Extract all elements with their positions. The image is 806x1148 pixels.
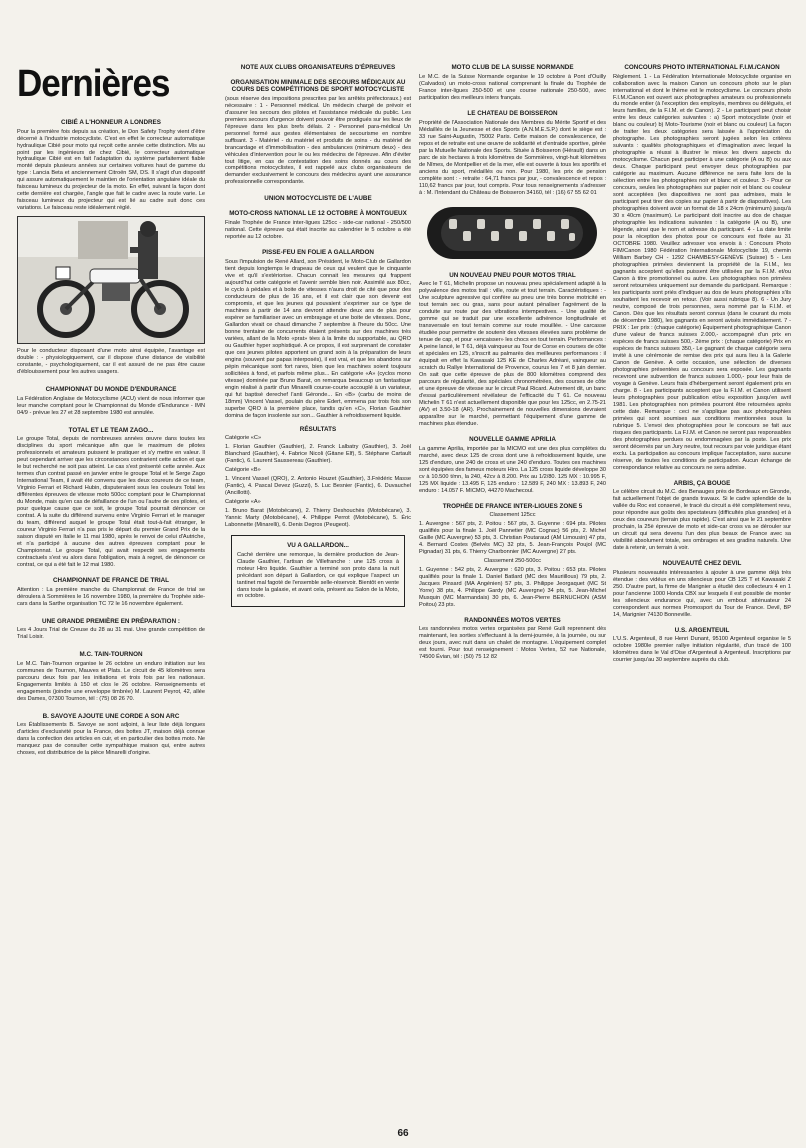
rando-body: Les randonnées motos vertes organisées par René Guili reprennent dès maintenant, les sorties s'effectuant à la demi-journée, à la journée, ou sur deux jours, avec nuit dans un chalet de montagne. L'équipement complet est fourni. Pour tout renseignement : Motos Vertes, 52 rue Nationale, 74500 Évian, tél : (50) 75 12 82	[419, 626, 606, 661]
trophee-125-body: 1. Auvergne : 567 pts, 2. Poitou : 567 pts, 3. Guyenne : 694 pts. Pilotes qualifiés pour la finale 1. Joël Pannetier (MC Cognac) 56 pts, 2. Michel Gaille (MC Auvergne) 53 pts, 3. Christian Poutaraud (AM Limousin) 47 pts, 4. Bernard Costes (Belvès MC) 32 pts, 5. Jean-François Poujol (MC Pignadar) 31 pts, 6. Thierry Charbonnier (MC Auvergne) 27 pts.	[419, 521, 606, 555]
motocross-body: Finale Trophée de France inter-ligues 125cc - side-car national - 250/500 national. Cette épreuve qui était inscrite au calendrier le 5 octobre a été reportée au 12 octobre.	[225, 219, 411, 240]
argenteuil-body: L'U.S. Argenteuil, 8 rue Henri Dunant, 95100 Argenteuil organise le 5 octobre 1980le premier rallye initiation régularité, d'un tracé de 100 kilomètres dans le Val d'Oise d'Argenteuil à Argenteuil. Inscriptions par courrier jusqu'au 30 septembre auprès du club.	[613, 636, 791, 663]
aprilia-title: NOUVELLE GAMME APRILIA	[469, 436, 556, 444]
tire-illustration	[419, 201, 606, 265]
total-body: Le groupe Total, depuis de nombreuses années œuvre dans toutes les disciplines du sport mécanique afin que le maximum de pilotes professionnels et amateurs puissent le pratiquer et s'y mettre en valeur. Il peut cependant arriver que les circonstances contrarient cette action et que le but recherché ne soit pas atteint. Le cas s'est présenté cette année. Aux termes d'un contrat passé en janvier entre le groupe Total et le Serge Zago International Team, il avait été convenu que les deux coureurs de ce team, Virginio Ferrari et Richard Hubin, disputeraient sous les couleurs Total les différentes épreuves de vitesse moto 500cc comptant pour le Championnat du Monde, mais qu'en cas de défaillance de l'un ou l'autre de ces pilotes, et pour quelque cause que ce soit, le groupe Total pourrait dénoncer ce contrat. A la suite du différend survenu entre Virginio Ferrari et le manager du team, différend auquel le groupe Total était tout-à-fait étranger, le coureur Virginio Ferrari n'a pas pris le départ du premier Grand Prix de la saison disputé en Italie le 11 mai 1980, après le renvoi de celui d'Autriche, et n'a participé à aucune des autres épreuves comptant pour le Championnat. Le groupe Total, qui avait respecté ses engagements contractuels s'est vu alors dans l'obligation, mais à regret, de dénoncer ce contrat, ce qui a été fait le 12 mai 1980.	[17, 436, 205, 569]
argenteuil-title: U.S. ARGENTEUIL	[674, 626, 730, 634]
tain-body: Le M.C. Tain-Tournon organise le 26 octobre un enduro initiation sur les communes de Tournon, Mauves et Plats. Le circuit de 45 kilomètres sera parcouru deux fois par les initiations et trois fois par les nationaux. Engagements limités à 150 et clos le 26 octobre. Renseignements et engagements (joindre une enveloppe timbrée) M. Laurent Peyrot, 42, allée des Dames, 07300 Tournon, tél : (75) 08 26 70.	[17, 660, 205, 702]
aprilia-body: La gamme Aprilia, importée par la MICMO est une des plus complètes du marché, avec deux 125 de cross dont une à refroidissement liquide, une 125 d'enduro, une 240 de cross et une 240 d'enduro. Toutes ces machines sont équipées des fameux moteurs Hiro. La 125 cross liquide développe 30 cv à 10.500 t/mn, la 240, 42cv à 8.200. Prix au 1/2/80. 125 MX : 10.995 F, 125 MX liquide : 13.495 F, 125 enduro : 12.589 F, 240 MX : 13.893 F, 240 enduro : 14.057 F. MICMO, 44270 Machecoul.	[419, 445, 606, 494]
epreuve-body: Les 4 Jours Trial de Creuse du 28 au 31 mai. Une grande compétition de Trial Loisir.	[17, 627, 205, 641]
rando-title: RANDONNÉES MOTOS VERTES	[464, 616, 561, 624]
trial-title: CHAMPIONNAT DE FRANCE DE TRIAL	[52, 577, 170, 585]
devil-body: Plusieurs nouveautés intéressantes à ajouter à une gamme déjà très étendue : des vidéux en uns silencieux pour CB 125 T et Kawasaki Z 250. D'autre part, la firme de Marignier a étudié des collecteurs 4 en 1 pour l'ancienne 1000 Honda CBX sur lesquels il est possible de monter les silencieux endurance qui, avec un embout atténuateur 24 correspondent aux normes Promosport du Tour de France. Devil, BP 14, Marignier 74130 Bonneville.	[613, 569, 791, 618]
acu-body: La Fédération Anglaise de Motocyclisme (ACU) vient de nous informer que leur manche comptant pour le Championnat du Monde d'Endurance - IMN 04/9 - prévue les 27 et 28 septembre 1980 est annulée.	[17, 395, 205, 416]
tain-title: M.C. TAIN-TOURNON	[79, 651, 143, 659]
total-title: TOTAL ET LE TEAM ZAGO...	[68, 426, 154, 434]
cibie-caption: Pour le conducteur disposant d'une moto ainsi équipée, l'avantage est double : - physiologiquement, car il dispose d'une distance de visibilité constante, - psychologiquement, car il est assuré de ne pas être cause d'éblouissement pour les autres usagers.	[17, 348, 205, 376]
page-title: Dernières	[17, 62, 170, 105]
michelin-body: Avec le T 61, Michelin propose un nouveau pneu spécialement adapté à la polyvalence des motos trail : ville, route et tout terrain. Caractéristiques : - Une sculpture agressive qui confère au pneu une très bonne motricité en tout terrain sec ou gras, sans pour autant pénaliser l'agrément de la conduite sur route par des vibrations intempestives. - Une qualité de gomme qui se traduit par une excellente adhérence longitudinale et transversale en tout terrain comme sur route mouillée. - Une carcasse étudiée pour permettre de soutenir des vitesses élevées sans problème de tenue de cap, et pour «encaisser» les chocs en tout terrain. Performances : A peine lancé, le T 61, déjà vainqueur au Tour de Corse en courses de côte et spéciales en 125, s'inscrit au palmarès des meilleures performances : il équipait en effet la Kawasaki 125 KE de Charles Adréani, vainqueur au scratch du Rallye International de Provence, courus les 7 et 8 juin dernier. On sait que cette épreuve de plus de 800 kilomètres comprend des parcours de régularité, des spéciales chronométrées, des courses de côte et une épreuve de vitesse sur le circuit Paul Ricard. Autrement dit, un banc d'essai particulièrement révélateur de l'efficacité du T 61. Ce nouveau Michelin T 61 n'est actuellement disponible que pour les 125cc, en 2.75-21 (AV) et 3.50-18 (AR). Prochainement de nouvelles dimensions devraient apparaître sur le marché, permettant l'équipement d'une gamme de machines plus étendue.	[419, 281, 606, 428]
cat-c-body: 1. Florian Gauthier (Gauthier), 2. Franck Lalbatry (Gauthier), 3. Joël Blanchard (Gauthier), 4. Fabrice Nicoli (Gitane Elf), 5. Stéphane Cartault (Fantic), 6. Laurent Saussereau (Gauthier).	[225, 444, 411, 465]
tire-photo	[419, 201, 606, 265]
column-1	[17, 112, 205, 759]
trophee-250-body: 1. Guyenne : 542 pts, 2. Auvergne : 620 pts, 3. Poitou : 653 pts. Pilotes qualifiés pour la finale 1. Daniel Batlard (MC des Mauriillous) 79 pts, 2. Jacques Pinsard (MA Angénien) 57 pts, 3. Philippe Jeorgaquet (MC St Yorre) 38 pts, 4. Philippe Gardy (MC Auvergne) 34 pts, 5. Jean-Michel Musquin (MC Marmandais) 30 pts, 6. Jean-Pierre BERNUCHON (ASM Poitou) 23 pts.	[419, 566, 606, 608]
trial-body: Attention : La première manche du Championnat de France de trial se déroulera à Sommières le 16 novembre 1980, la première du Trophée side-cars dans la Sarthe organisation TC 72 le 16 novembre également.	[17, 586, 205, 607]
cat-a-body: 1. Bruno Barat (Motobécane), 2. Thierry Deshouchès (Motobécane), 3. Yannic Marty (Motobécane), 4. Philippe Perrot (Motobécane), 5. Éric Labonnette (Minarelli), 6. Denis Degros (Peugeot).	[225, 508, 411, 529]
suisse-body: Le M.C. de la Suisse Normande organise le 19 octobre à Pont d'Ouilly (Calvados) un moto-cross national comprenant la finale du Trophée de France inter-ligues 250-500 et une course nationale 250-500, avec participation des meilleurs inters français.	[419, 73, 606, 101]
michelin-title: UN NOUVEAU PNEU POUR MOTOS TRIAL	[449, 271, 576, 279]
epreuve-title: UNE GRANDE PREMIÈRE EN PRÉPARATION :	[42, 617, 180, 625]
suisse-title: MOTO CLUB DE LA SUISSE NORMANDE	[451, 64, 574, 71]
cibie-title: CIBIÉ A L'HONNEUR A LONDRES	[61, 119, 161, 126]
column-2	[225, 62, 411, 613]
cat-a-title: Catégorie «A»	[225, 499, 261, 506]
aube-title: UNION MOTOCYCLISTE DE L'AUBE	[264, 195, 372, 203]
classement-250: Classement 250-500cc	[483, 557, 542, 564]
savoye-body: Les Établissements B. Savoye se sont adjoint, à leur liste déjà longues d'articles d'exclusivité pour la France, des bottes JT, maison déjà connue dans la confection des articles en cuir, et en particulier des bottes moto. Ne manquez pas de consulter cette sympathique maison qui, entre autres choses, est distributrice de la pièce Minarelli d'origine.	[17, 722, 205, 756]
box-title: VU A GALLARDON...	[287, 542, 349, 550]
cibie-body: Pour la première fois depuis sa création, le Don Safety Trophy vient d'être décerné à l'industrie motocycliste. C'est en effet le correcteur automatique hydraulique Cibié pour moto qui reçoit cette année cette distinction. Mis au point par les ingénieurs de chez Cibié, le correcteur automatique hydraulique Cibié est en fait l'adaptation du système parfaitement fiable monté depuis plusieurs années sur certaines voitures haut de gamme du type : Lancia Beta et anciennement Citroën SM, DS. Il s'agit d'un dispositif qui assure automatiquement le maintien de l'orientation angulaire idéale du faisceau lumineux du projecteur de la moto. En effet, suivant la façon dont cette dernière est chargée, l'angle que fait le cadre avec la route varie. Le faisceau lumineux du projecteur qui est lié au cadre suit donc ces variations. Le faisceau reste idéalement réglé.	[17, 128, 205, 212]
motorcycle-illustration	[18, 217, 204, 343]
motorcycle-photo	[17, 216, 205, 344]
medical-title: ORGANISATION MINIMALE DES SECOURS MÉDICAUX AU COURS DES COMPÉTITIONS DE SPORT MOTOCYCLISTE	[230, 78, 406, 94]
boisseron-title: LE CHATEAU DE BOISSERON	[467, 110, 558, 118]
arbis-body: Le célèbre circuit du M.C. des Benauges près de Bordeaux en Gironde, fait actuellement l'objet de grands travaux. Si le cadre splendide de la vallée du Roc est conservé, le tracé du circuit a été complètement revu, pour répondre aux goûts des spectateurs (difficultés plus grandes) et à ceux des coureurs (terrain plus rapide). C'est ainsi que le 21 septembre prochain, la 25è épreuve de moto et side-car cross va se dérouler sur un circuit qui sera devenu l'un des plus beaux de France avec sa visibilité absolument totale, ses ombrages et ses gradins naturels. Une date à retenir, un terrain à voir.	[613, 489, 791, 552]
devil-title: NOUVEAUTÉ CHEZ DEVIL	[662, 560, 742, 568]
column-3	[419, 62, 606, 663]
trophee-title: TROPHÉE DE FRANCE INTER-LIGUES ZONE 5	[442, 502, 583, 510]
arbis-title: ARBIS, ÇA BOUGE	[673, 479, 731, 487]
gallardon-title: PISSE-FEU EN FOLIE A GALLARDON	[262, 249, 374, 257]
concours-body: Règlement. 1 - La Fédération Internationale Motocycliste organise en collaboration avec la maison Canon un concours photo sur le plan international et dont le thème est le motocyclisme. Le concours photo F.I.M./Canon est ouvert aux photographes amateurs ou professionnels du monde entier (à l'exception des employés, membres ou délégués, et leurs familles, de la F.I.M. et de Canon). 2 - Le participant peut choisir entre les deux catégories suivantes : a) Sport motocycliste (noir et blanc ou couleur) b) Moto-Tourisme (noir et blanc ou couleur) La façon de traiter les deux catégories sera laissée à l'appréciation du photographe. Les photographies seront jugées selon les critères suivants : qualités photographiques et d'imagination avec lequel la photographie a réussi à illustrer le mieux les divers aspects du motocyclisme. Chacun peut participer à une catégorie (A ou B) ou aux deux. Chaque participant peut envoyer deux photographies par catégorie au maximum. Aucune différence ne sera faite lors de la sélection entre les photographies noir et blanc et couleur. 3 - Pour ce concours, seules les photographies sur papier noir et blanc ou couleur sont acceptées (les diapositives ne sont pas admises, mais le participant peut tirer des copies sur papier à partir de diapositives). Les photographies doivent avoir un format de 18 x 24cm (minimum) jusqu'à 30 x 40cm (maximum). Le participant doit inscrire au dos de chaque photographie les indications suivantes : la catégorie (A ou B), une légende, ainsi que le nom et adresse du participant. 4 - La date limite pour la réception des photos pour ce concours est fixée au 31 OCTOBRE 1980. Veuillez adresser vos envois à : Concours Photo FIM/Canon 1980 Fédération Internationale Motocycliste 19, chemin William Barbey CH - 1292 CHAMBESY-GENÈVE (Suisse) 5 - Les photographies primées deviennent la propriété de la F.I.M., les gagnants acceptent qu'elles puissent être utilisées par la F.I.M. et/ou Canon à titre promotionnel ou autre. Les photographies non primées seront retournées uniquement sur demande du participant. Remarque : les participants sont priés d'indiquer au dos de leurs photographies s'ils souhaitent les recevoir en retour. (Voir aussi rubrique 8). 6 - Un Jury neutre, composé de trois personnes, sera nommé par la F.I.M. et Canon. Dès que les résultats seront connus (dans le courant du mois de décembre 1980), les gagnants en seront avisés immédiatement. 7 - PRIX : 1er prix : (chaque catégorie) Équipement photographique Canon d'une valeur de francs suisses 2.000,- accompagné d'un prix en espèces de francs suisses 500,- 2ème prix : (chaque catégorie) Prix en espèces de francs suisses 350,- Le gagnant de chaque catégorie sera invité à une cérémonie de remise des prix qui aura lieu à la Galerie Canon de Genève. A cette occasion, une sélection de diverses photographies présentées au concours sera exposée. Les gagnants recevront une subvention de francs suisses 1.000,- pour leur frais de voyage à Genève. Leurs frais d'hébergement seront également pris en charge. 8 - Les participants acceptent que la F.I.M. et Canon utilisent leurs photographies pour publication et/ou exposition jusqu'en avril 1981. Les photographies non primées pourront être retournées après cette date. Remarque : ceci ne s'applique pas aux photographies primées qui sont soumises aux conditions mentionnées sous la rubrique 5. L'envoi des photographies pour le concours se fait aux risques des participants. La F.I.M. et Canon ne seront pas responsables des photographies perdues ou endommagées par la poste. Les prix seront décernés par un Jury neutre, tout recours par voie juridique étant exclu. La participation au concours implique l'acceptation, sans aucune réserve, de toutes les conditions de participation. Aucun échange de correspondance relative au concours ne sera admise.	[613, 73, 791, 471]
motocross-title: MOTO-CROSS NATIONAL LE 12 OCTOBRE À MONTGUEUX	[229, 209, 407, 217]
gallardon-box	[231, 535, 405, 607]
acu-title: CHAMPIONNAT DU MONDE D'ENDURANCE	[45, 386, 177, 394]
gallardon-body: Sous l'impulsion de René Allard, son Président, le Moto-Club de Gallardon tient depuis longtemps le drapeau de ceux qui veulent que le cinquante vive et qu'il s'extériorise. Chacun connait les mesures qui frappent aujourd'hui cette catégorie et l'avenir semble bien noir. Assimilé aux 80cc, le cyclo à pédales et à boite de vitesses n'aura droit de cité que pour des conducteurs de plus de 16 ans, et il est clair que son devenir est compromis, et que les jeunes qui pouvaient s'exprimer sur ce type de machines à partir de 14 ans devront attendre deux ans de plus pour espérer se familiariser avec un embrayage et une boite de vitesses. Donc, Gallardon vivait ce chaud dimanche 7 septembre à l'heure du 50cc. Une bonne trentaine de concurrents étaient présents sur des machines très variées, allant de la Moto «prat» tées à la limite du supportable, au QRO ou Gauthier hyper sophistiqué. A ce propos, il est surprenant de constater que ces jeunes pilotes apportent un grand soin à la préparation de leurs engins (souvent par papas interposés), il est vrai, et que les abandons sur pépin mécanique sont fort rares, bien que les machines soient toujours sollicitées à fond, et parfois même plus... En catégorie «A» (cyclos mono vitesse) dominée par Bruno Barat, on remarqua beaucoup un fantastique engin réalisé à partir d'un Minarelli course-courte accouplé à un variateur, qui fut baptisé derechef l'anti Géronde... En «B» (carbu de moins de 18mm) Vincent Vassel, poulain du père Edert, emmena par trois fois son superbe QRO à la première place, tandis qu'en «C», Florian Gauthier domina de façon insolente sur son... Gauthier à refroidissement liquide.	[225, 259, 411, 419]
page-number: 66	[397, 1128, 409, 1139]
clubs-title: NOTE AUX CLUBS ORGANISATEURS D'ÉPREUVES	[240, 64, 396, 71]
medical-body: (sous réserve des impositions prescrites par les arrêtés préfectoraux.) est nécessaire : 1 - Personnel médical. Un médecin chargé de prévoir et d'assurer les secours des pilotes et l'assistance médicale du public. Les premiers secours d'urgence doivent pouvoir être prodigués sur les lieux de l'épreuve dans les plus brefs délais. 2 - Personnel para-médical Un personnel formé aux gestes élémentaires de secourisme en nombre suffisant. 3 - Matériel - du matériel et produits de soins - du matériel de brancardage et d'immobilisation - des ambulances (minimum deux) - des véhicules d'intervention pour le ou les médecins de l'épreuve. Afin d'éviter tout litige, en cas de contestation des soins donnés au cours des compétitions motocyclistes, il est rappelé aux clubs organisateurs de demander exclusivement le concours des médecins ayant une assurance professionnelle correspondante.	[225, 95, 411, 186]
cat-b-title: Catégorie «B»	[225, 467, 261, 474]
column-4	[613, 62, 791, 666]
cat-c-title: Catégorie «C»	[225, 435, 262, 442]
cat-b-body: 1. Vincent Vassel (QRO), 2. Antonio Houzet (Gauthier), 3.Frédéric Masse (Fantic), 4. Pascal Devez (Guzzi), 5. Luc Besnier (Fantic), 6. Duvauchel (Ancillotti).	[225, 476, 411, 497]
results-title: RÉSULTATS	[299, 425, 337, 433]
box-body: Caché derrière une remorque, la dernière production de Jean-Claude Gauthier, l'artisan de Villefranche : une 125 cross à moteur Hiro liquide. Gauthier a terminé son proto dans la nuit précédant son départ à Gallardon, ce qui explique l'aspect un tantinet mal fagoté de l'ensemble selle-réservoir. Bientôt en vente dans toute la galaxie, et avant cela, présent au Salon de la Moto, en octobre.	[237, 551, 399, 600]
savoye-title: B. SAVOYE AJOUTE UNE CORDE A SON ARC	[42, 712, 180, 720]
classement-125: Classement 125cc	[489, 512, 536, 519]
boisseron-body: Propriété de l'Association Nationale des Membres du Mérite Sportif et des Médaillés de la Jeunesse et des Sports (A.N.M.E.S.P.) dont le siège est : 33 rue Saint-Augustin, 75002 Paris. Cette maison de convalescence, de repos et de retraite est une œuvre de solidarité et d'entraide sportive, gérée par la Mutuelle Nationale des Sports. Située à Boisseron (Hérault) dans un parc de six hectares à trois kilomètres de Sommières, vingt-huit kilomètres de Nîmes, de Montpellier et de la mer, elle est ouverte à tous les sportifs et anciens du sport, médaillés ou non. Pour 1980, les prix de pension complète sont : - retraite : 64,71 francs par jour, - convalescence et repos : 110,62 francs par jour, tout compris. Pour tous renseignements s'adresser à : M. l'Intendant du Château de Boisseron 34160, tél : (16) 67 55 62 01	[419, 120, 607, 196]
concours-title: CONCOURS PHOTO INTERNATIONAL F.I.M./CANON	[624, 64, 780, 71]
